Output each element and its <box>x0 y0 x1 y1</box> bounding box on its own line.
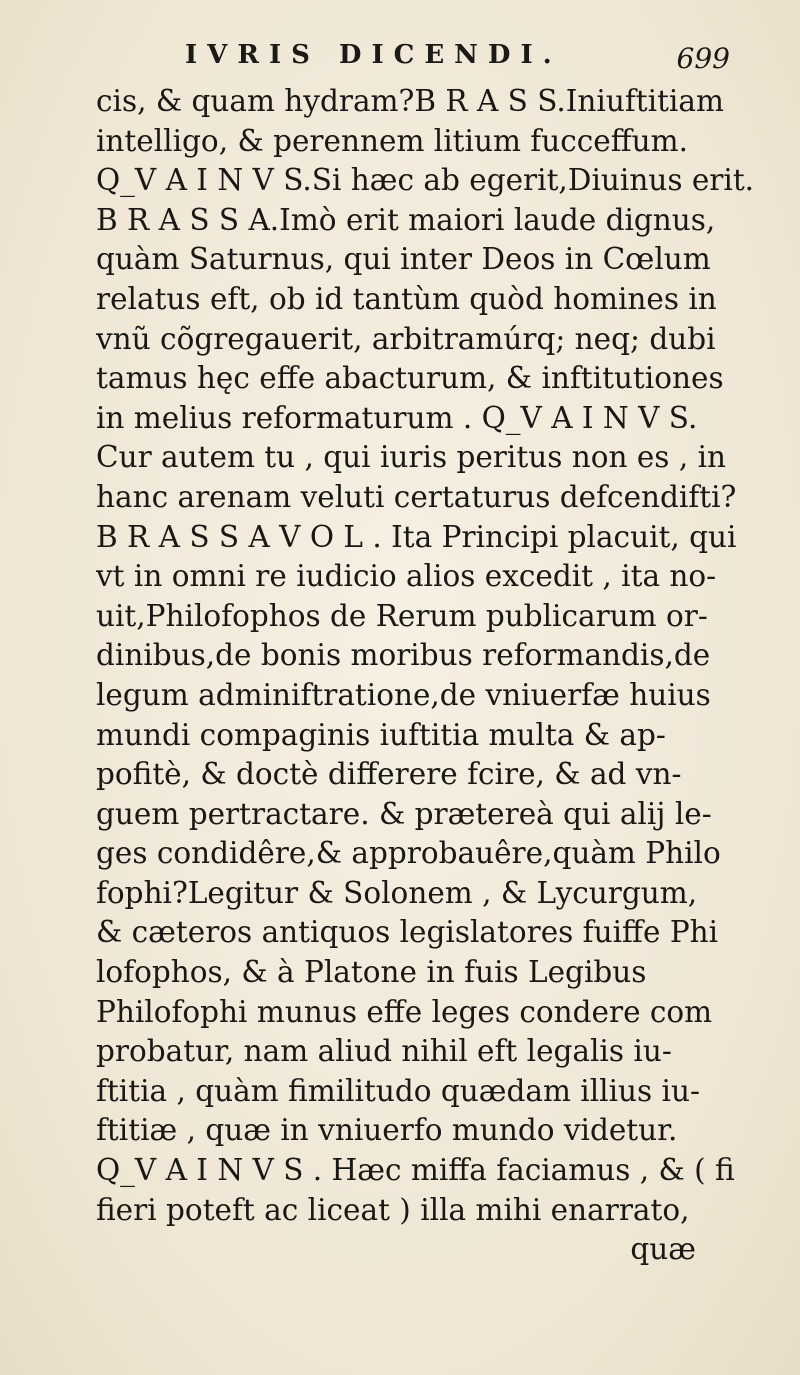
text-line: B R A S S A.Imò erit maiori laude dignus, <box>96 202 716 237</box>
text-line: ftitiæ , quæ in vniuerfo mundo videtur. <box>96 1113 678 1148</box>
running-head: IVRIS DICENDI. <box>185 40 562 70</box>
text-line: hanc arenam veluti certaturus defcendifti? <box>96 479 737 514</box>
page-number: 699 <box>676 42 730 75</box>
text-line: lofophos, & à Platone in fuis Legibus <box>96 955 647 990</box>
text-line: Q_V A I N V S.Si hæc ab egerit,Diuinus erit. <box>96 163 755 198</box>
text-line: relatus eft, ob id tantùm quòd homines in <box>96 281 717 316</box>
text-line: in melius reformaturum . Q_V A I N V S. <box>96 400 698 435</box>
text-line: guem pertractare. & prætereà qui alij le- <box>96 796 712 831</box>
text-line: dinibus,de bonis moribus reformandis,de <box>96 638 711 673</box>
body-text <box>96 82 756 1270</box>
text-line: Philofophi munus effe leges condere com <box>96 994 713 1029</box>
text-line: ftitia , quàm fimilitudo quædam illius iu- <box>96 1073 700 1108</box>
text-line: vt in omni re iudicio alios excedit , ita no- <box>96 559 717 594</box>
text-line: vnũ cõgregauerit, arbitramúrq; neq; dubi <box>96 321 716 356</box>
catchword: quæ <box>630 1232 696 1267</box>
text-line: & cæteros antiquos legislatores fuiffe Phi <box>96 915 719 950</box>
text-line: probatur, nam aliud nihil eft legalis iu- <box>96 1034 672 1069</box>
text-line: ges condidêre,& approbauêre,quàm Philo <box>96 836 721 871</box>
page-header <box>185 30 730 80</box>
text-line: B R A S S A V O L . Ita Principi placuit, qui <box>96 519 737 554</box>
text-line: Q_V A I N V S . Hæc miffa faciamus , & ( fi <box>96 1153 735 1188</box>
text-line: quàm Saturnus, qui inter Deos in Cœlum <box>96 242 711 277</box>
text-line: cis, & quam hydram?B R A S S.Iniuftitiam <box>96 84 724 118</box>
text-line: legum adminiftratione,de vniuerfæ huius <box>96 677 711 712</box>
text-line: mundi compaginis iuftitia multa & ap- <box>96 717 666 752</box>
text-line: fieri poteft ac liceat ) illa mihi enarrato, <box>96 1192 690 1227</box>
text-line: pofitè, & doctè differere fcire, & ad vn- <box>96 757 682 792</box>
text-line: uit,Philofophos de Rerum publicarum or- <box>96 598 708 633</box>
text-line: Cur autem tu , qui iuris peritus non es , in <box>96 440 727 475</box>
text-line: tamus hęc effe abacturum, & inftitutiones <box>96 361 724 396</box>
text-line: fophi?Legitur & Solonem , & Lycurgum, <box>96 875 698 910</box>
text-line: intelligo, & perennem litium fucceffum. <box>96 123 689 158</box>
